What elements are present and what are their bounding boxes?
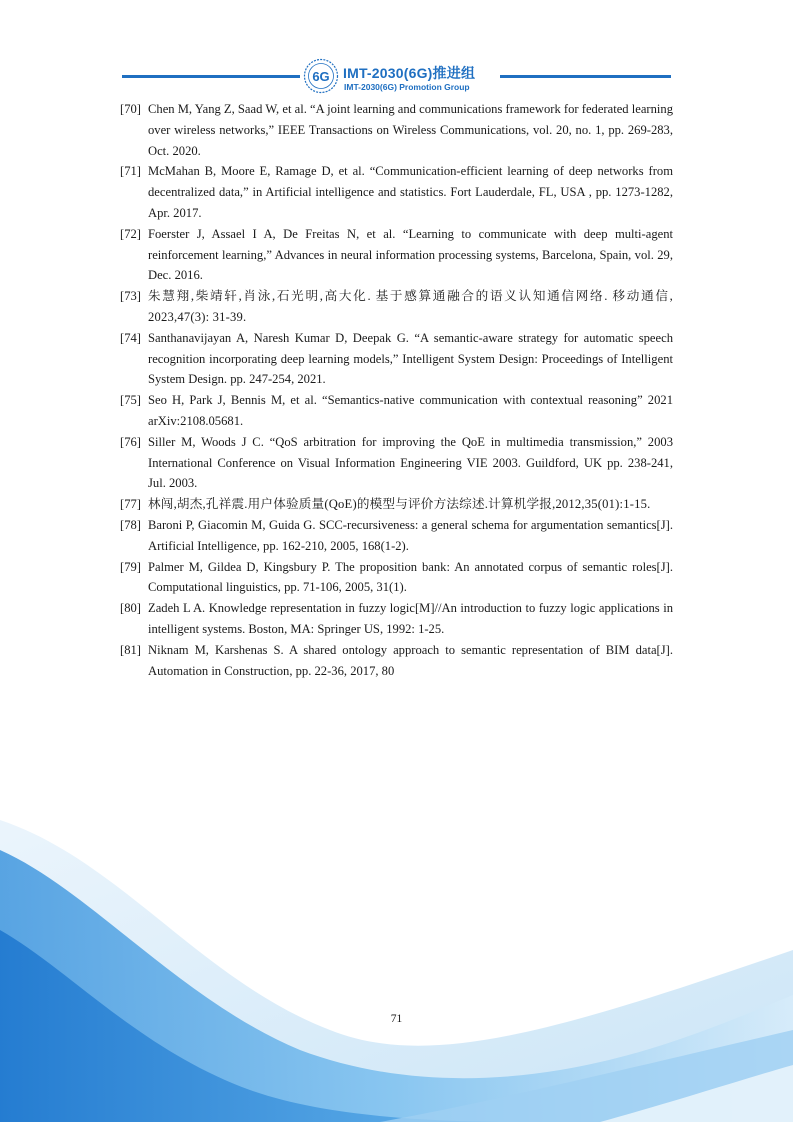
reference-number: [79] <box>120 559 141 574</box>
reference-text: Palmer M, Gildea D, Kingsbury P. The proposition bank: An annotated corpus of semantic roles[J]. Computational linguistics, pp. 71-106, 2005, 31(1). <box>148 559 673 595</box>
svg-text:6G: 6G <box>312 69 330 84</box>
reference-number: [75] <box>120 393 141 408</box>
reference-item <box>120 286 673 328</box>
reference-number: [74] <box>120 330 141 345</box>
brand-subtitle: IMT-2030(6G) Promotion Group <box>344 82 470 92</box>
header-rule-left <box>122 75 300 78</box>
reference-number: [70] <box>120 102 141 116</box>
reference-list <box>120 99 673 681</box>
imt2030-logo-icon <box>303 58 339 94</box>
page-number: 71 <box>390 1013 403 1025</box>
reference-item <box>120 224 673 286</box>
reference-number: [77] <box>120 497 141 512</box>
reference-text: Baroni P, Giacomin M, Guida G. SCC-recursiveness: a general schema for argumentation semantics[J]. Artificial Intelligence, pp. 162-210, 2005, 168(1-2). <box>148 517 673 553</box>
reference-item <box>120 390 673 432</box>
reference-text: Chen M, Yang Z, Saad W, et al. “A joint learning and communications framework for federated learning over wireless networks,” IEEE Transactions on Wireless Communications, vol. 20, no. 1, pp. 269-283, Oct. 2020. <box>148 102 673 158</box>
reference-text: Siller M, Woods J C. “QoS arbitration for improving the QoE in multimedia transmission,” 2003 International Conference on Visual Information Engineering VIE 2003. Guildford, UK pp. 238-241, Jul. 2003. <box>148 434 673 491</box>
reference-item <box>120 515 673 557</box>
reference-number: [78] <box>120 517 141 532</box>
header-rule-right <box>500 75 671 78</box>
reference-item <box>120 640 673 682</box>
reference-item <box>120 432 673 494</box>
reference-number: [80] <box>120 601 141 616</box>
reference-number: [76] <box>120 434 141 449</box>
reference-text: Niknam M, Karshenas S. A shared ontology approach to semantic representation of BIM data[J]. Automation in Construction, pp. 22-36, 2017, 80 <box>148 642 673 678</box>
reference-text: Zadeh L A. Knowledge representation in fuzzy logic[M]//An introduction to fuzzy logic applications in intelligent systems. Boston, MA: Springer US, 1992: 1-25. <box>148 601 673 636</box>
reference-text: Seo H, Park J, Bennis M, et al. “Semantics-native communication with contextual reasoning” 2021 arXiv:2108.05681. <box>148 393 673 428</box>
reference-text: Santhanavijayan A, Naresh Kumar D, Deepak G. “A semantic-aware strategy for automatic speech recognition incorporating deep learning models,” Intelligent System Design: Proceedings of Intelligent System Design. pp. 247-254, 2021. <box>148 330 673 387</box>
reference-item <box>120 494 673 515</box>
reference-item <box>120 557 673 599</box>
reference-text: 林闯,胡杰,孔祥震.用户体验质量(QoE)的模型与评价方法综述.计算机学报,2012,35(01):1-15. <box>148 497 651 512</box>
reference-item <box>120 598 673 640</box>
reference-number: [81] <box>120 642 141 657</box>
reference-text: Foerster J, Assael I A, De Freitas N, et al. “Learning to communicate with deep multi-agent reinforcement learning,” Advances in neural information processing systems, Barcelona, Spain, vol. 29, Dec. 2016. <box>148 226 673 283</box>
reference-item <box>120 161 673 223</box>
reference-text: McMahan B, Moore E, Ramage D, et al. “Communication-efficient learning of deep networks from decentralized data,” in Artificial intelligence and statistics. Fort Lauderdale, FL, USA , pp. 1273-1282, Apr. 2017. <box>148 164 673 220</box>
reference-item <box>120 328 673 390</box>
reference-number: [72] <box>120 226 141 241</box>
reference-text: 朱慧翔,柴靖轩,肖泳,石光明,高大化. 基于感算通融合的语义认知通信网络. 移动通信, 2023,47(3): 31-39. <box>148 289 673 324</box>
reference-number: [71] <box>120 164 141 179</box>
reference-item <box>120 99 673 161</box>
brand-title: IMT-2030(6G)推进组 <box>343 65 476 81</box>
page-header <box>0 56 793 100</box>
reference-number: [73] <box>120 289 141 304</box>
decorative-waves <box>0 780 793 1122</box>
